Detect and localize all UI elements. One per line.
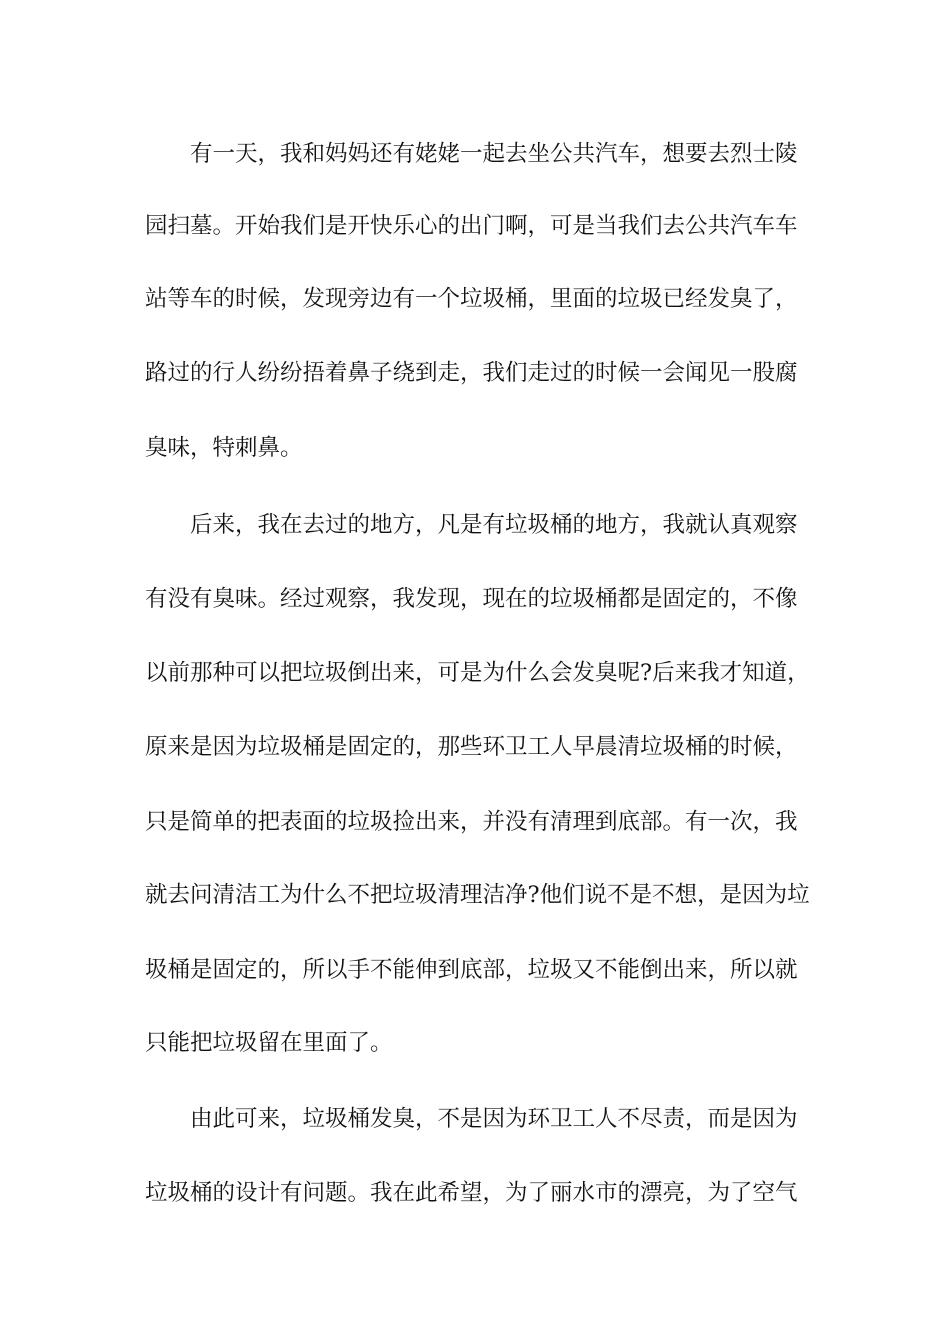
paragraph-1-line-1: 有一天，我和妈妈还有姥姥一起去坐公共汽车，想要去烈士陵	[190, 141, 798, 167]
paragraph-2-line-8: 只能把垃圾留在里面了。	[145, 1030, 393, 1056]
paragraph-2-line-1: 后来，我在去过的地方，凡是有垃圾桶的地方，我就认真观察	[190, 512, 798, 538]
paragraph-2-line-3: 以前那种可以把垃圾倒出来，可是为什么会发臭呢?后来我才知道，	[145, 660, 810, 686]
paragraph-2-line-5: 只是简单的把表面的垃圾捡出来，并没有清理到底部。有一次，我	[145, 809, 798, 835]
paragraph-2-line-4: 原来是因为垃圾桶是固定的，那些环卫工人早晨清垃圾桶的时候，	[145, 734, 798, 760]
paragraph-1-line-5: 臭味，特刺鼻。	[145, 435, 303, 461]
paragraph-3-line-1: 由此可来，垃圾桶发臭，不是因为环卫工人不尽责，而是因为	[190, 1106, 798, 1132]
paragraph-2-line-6: 就去问清洁工为什么不把垃圾清理洁净?他们说不是不想，是因为垃	[145, 882, 810, 908]
paragraph-3-line-2: 垃圾桶的设计有问题。我在此希望，为了丽水市的漂亮，为了空气	[145, 1180, 798, 1206]
paragraph-1-line-4: 路过的行人纷纷捂着鼻子绕到走，我们走过的时候一会闻见一股腐	[145, 360, 798, 386]
paragraph-2-line-7: 圾桶是固定的，所以手不能伸到底部，垃圾又不能倒出来，所以就	[145, 957, 798, 983]
paragraph-1-line-2: 园扫墓。开始我们是开快乐心的出门啊，可是当我们去公共汽车车	[145, 213, 798, 239]
paragraph-2-line-2: 有没有臭味。经过观察，我发现，现在的垃圾桶都是固定的，不像	[145, 586, 798, 612]
paragraph-1-line-3: 站等车的时候，发现旁边有一个垃圾桶，里面的垃圾已经发臭了，	[145, 286, 798, 312]
